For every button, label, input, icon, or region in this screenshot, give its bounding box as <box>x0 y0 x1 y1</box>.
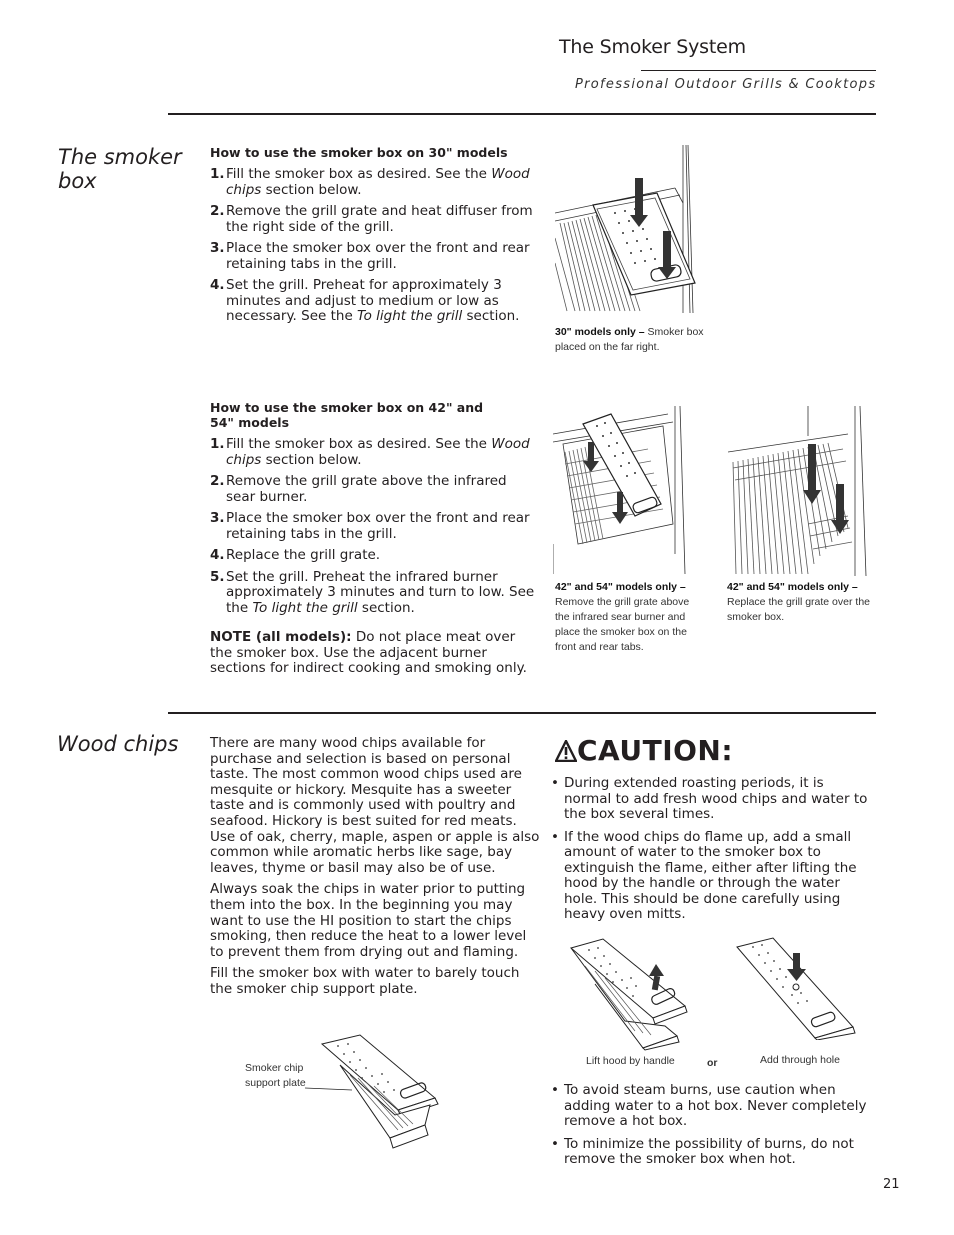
note-all-models <box>210 630 540 677</box>
caption-42-2-bold: 42" and 54" models only – <box>727 581 858 593</box>
step-item <box>210 548 540 564</box>
caution-bullet-1: • During extended roasting periods, it is normal to add fresh wood chips and water to the box several times. <box>551 776 871 823</box>
caution-title: CAUTION: <box>577 734 734 767</box>
step-text: Remove the grill grate above the infrared sear burner. <box>226 473 507 505</box>
step-text-italic: Wood chips <box>226 436 530 468</box>
section-divider-top <box>168 113 876 115</box>
caution-bullet-3: • To avoid steam burns, use caution when adding water to a hot box. Never completely remove a hot box. <box>551 1083 871 1130</box>
step-text: Fill the smoker box as desired. See the <box>226 436 492 452</box>
step-number: 2. <box>210 473 225 489</box>
caution-heading <box>555 734 733 767</box>
figure-or-label: or <box>707 1057 718 1069</box>
smoker-30-heading: How to use the smoker box on 30" models <box>210 145 508 160</box>
caption-42-1-text: Remove the grill grate above the infrared sear burner and place the smoker box on the front and rear tabs. <box>555 596 690 653</box>
wood-chips-paragraph-1: There are many wood chips available for purchase and selection is based on personal taste. The most common wood chips used are mesquite or hickory. Mesquite has a sweeter taste and is commonly used with poultry and seafood. Hickory is best suited for red meats. Use of oak, cherry, maple, aspen or apple is also common while aromatic herbs like sage, bay leaves, thyme or basil may also be of use. <box>210 735 540 876</box>
page-header-title: The Smoker System <box>559 36 746 58</box>
step-number: 3. <box>210 240 225 256</box>
figure-smoker-chip-support-plate <box>300 1030 445 1150</box>
step-text: Replace the grill grate. <box>226 547 381 563</box>
wood-chips-paragraph-3: Fill the smoker box with water to barely touch the smoker chip support plate. <box>210 965 520 997</box>
step-item <box>210 278 535 325</box>
warning-icon <box>555 740 577 762</box>
step-text-italic: To light the grill <box>252 599 358 616</box>
smoker-42-heading: How to use the smoker box on 42" and 54" models <box>210 400 484 430</box>
step-item <box>210 167 535 198</box>
note-text: Do not place meat over the smoker box. Use the adjacent burner sections for indirect cooking and smoking only. <box>210 629 527 677</box>
caption-42-1-bold: 42" and 54" models only – <box>555 581 686 593</box>
step-item <box>210 204 535 235</box>
step-text: Remove the grill grate and heat diffuser from the right side of the grill. <box>226 203 533 235</box>
step-text: Place the smoker box over the front and rear retaining tabs in the grill. <box>226 240 530 272</box>
step-text-end: section below. <box>261 451 362 468</box>
wood-chips-paragraph-2: Always soak the chips in water prior to putting them into the box. In the beginning you may want to use the HI position to start the chips smoking, then reduce the heat to a lower level to prevent them from drying out and flaming. <box>210 881 527 960</box>
section-title-smoker-box: The smoker box <box>58 145 182 193</box>
figure-42-54-remove-grate <box>553 404 703 576</box>
caution-bullets-bottom <box>551 1083 871 1175</box>
caution-bullet-2: • If the wood chips do flame up, add a small amount of water to the smoker box to extinguish the flame, either after lifting the hood by the handle or through the water hole. This should be done carefully using heavy oven mitts. <box>551 830 871 923</box>
figure-30-model-grill <box>555 143 705 315</box>
figure-add-through-hole <box>735 935 860 1040</box>
step-text-end: section. <box>357 599 415 616</box>
note-label: NOTE (all models): <box>210 629 352 645</box>
step-number: 3. <box>210 510 225 526</box>
caption-30-model <box>555 325 720 355</box>
step-text-italic: Wood chips <box>226 166 530 198</box>
page-number: 21 <box>883 1177 900 1192</box>
caption-42-54-remove <box>555 580 705 655</box>
smoker-30-steps <box>210 167 535 325</box>
add-through-hole-label: Add through hole <box>760 1054 840 1066</box>
smoker-42-steps <box>210 437 540 616</box>
step-number: 5. <box>210 568 225 585</box>
caution-bullets-top <box>551 776 871 930</box>
step-number: 1. <box>210 166 225 182</box>
caption-30-bold: 30" models only – <box>555 326 645 338</box>
step-text-italic: To light the grill <box>357 308 463 324</box>
step-item <box>210 474 540 505</box>
step-item <box>210 511 540 542</box>
step-text: Set the grill. Preheat for approximately 3 minutes and adjust to medium or low as necessary. See the <box>226 277 502 324</box>
step-item <box>210 241 535 272</box>
smoker-30-instructions <box>210 145 535 331</box>
page-header-subtitle: Professional Outdoor Grills & Cooktops <box>575 77 877 92</box>
support-plate-label: Smoker chip support plate <box>245 1062 306 1089</box>
step-text: Place the smoker box over the front and rear retaining tabs in the grill. <box>226 510 530 542</box>
step-number: 2. <box>210 203 225 219</box>
step-item <box>210 570 540 617</box>
section-divider-middle <box>168 712 876 714</box>
step-text: Fill the smoker box as desired. See the <box>226 166 492 182</box>
smoker-42-54-instructions <box>210 400 540 677</box>
step-text-end: section below. <box>261 181 362 198</box>
step-text: Set the grill. Preheat the infrared burner approximately 3 minutes and turn to low. See the <box>226 568 535 616</box>
step-item <box>210 437 540 468</box>
caution-bullet-4: • To minimize the possibility of burns, do not remove the smoker box when hot. <box>551 1137 871 1168</box>
figure-42-54-replace-grate <box>728 404 878 576</box>
caption-30-text: Smoker box placed on the far right. <box>555 326 704 353</box>
lift-hood-label: Lift hood by handle <box>586 1055 675 1067</box>
figure-lift-hood <box>565 936 695 1051</box>
step-text-end: section. <box>462 308 520 324</box>
wood-chips-text <box>210 736 540 998</box>
caption-42-2-text: Replace the grill grate over the smoker box. <box>727 596 870 623</box>
section-title-wood-chips: Wood chips <box>57 732 179 756</box>
step-number: 4. <box>210 277 225 293</box>
step-number: 1. <box>210 436 225 452</box>
step-number: 4. <box>210 547 225 563</box>
header-rule <box>641 70 876 71</box>
caption-42-54-replace <box>727 580 877 625</box>
